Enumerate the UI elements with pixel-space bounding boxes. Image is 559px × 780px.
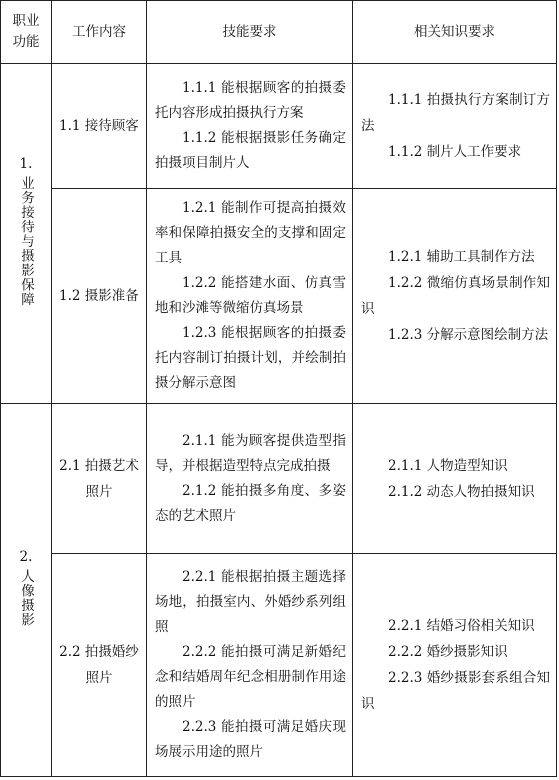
header-content: 工作内容 [52, 1, 147, 64]
knowledge-item: 1.2.2 微缩仿真场景制作知识 [361, 275, 550, 317]
knowledge-item: 1.1.2 制片人工作要求 [388, 144, 522, 160]
skill-item: 1.2.1 能制作可提高拍摄效率和保障拍摄安全的支撑和固定工具 [155, 200, 346, 266]
skill-item: 2.2.1 能根据拍摄主题选择场地，拍摄室内、外婚纱系列组照 [155, 569, 346, 635]
function-number: 1. [19, 156, 33, 173]
function-number: 2. [19, 549, 33, 565]
knowledge-cell [353, 189, 557, 404]
skills-cell [147, 189, 353, 404]
skills-cell [147, 554, 353, 777]
table-row [1, 189, 557, 404]
skills-cell [147, 64, 353, 189]
content-cell: 1.2 摄影准备 [52, 189, 147, 404]
content-cell: 2.1 拍摄艺术照片 [52, 404, 147, 554]
knowledge-cell [353, 404, 557, 554]
knowledge-item: 2.1.2 动态人物拍摄知识 [388, 483, 535, 500]
skill-item: 2.1.1 能为顾客提供造型指导，并根据造型特点完成拍摄 [155, 432, 346, 474]
table-row [1, 554, 557, 777]
content-cell: 2.2 拍摄婚纱照片 [52, 554, 147, 777]
function-cell-2 [1, 404, 52, 777]
knowledge-cell [353, 554, 557, 777]
function-name: 人像摄影 [18, 569, 34, 627]
table-row [1, 404, 557, 554]
header-knowledge: 相关知识要求 [353, 1, 557, 64]
skills-cell [147, 404, 353, 554]
knowledge-item: 1.2.1 辅助工具制作方法 [388, 249, 535, 265]
knowledge-cell [353, 64, 557, 189]
knowledge-item: 2.2.1 结婚习俗相关知识 [388, 618, 535, 634]
knowledge-item: 2.1.1 人物造型知识 [388, 457, 508, 474]
skill-item: 1.2.2 能搭建水面、仿真雪地和沙滩等微缩仿真场景 [155, 275, 346, 316]
skill-item: 2.1.2 能拍摄多角度、多姿态的艺术照片 [155, 482, 346, 524]
content-cell: 1.1 接待顾客 [52, 64, 147, 189]
knowledge-item: 1.1.1 拍摄执行方案制订方法 [361, 92, 550, 134]
knowledge-item: 1.2.3 分解示意图绘制方法 [388, 327, 549, 343]
header-skills: 技能要求 [147, 1, 353, 64]
function-name: 业务接待与摄影保障 [18, 176, 34, 307]
function-cell-1 [1, 64, 52, 404]
skill-item: 2.2.2 能拍摄可满足新婚纪念和结婚周年纪念相册制作用途的照片 [155, 644, 346, 710]
skill-item: 1.1.2 能根据摄影任务确定拍摄项目制片人 [155, 130, 346, 171]
header-function: 职业 功能 [1, 1, 52, 64]
knowledge-item: 2.2.2 婚纱摄影知识 [388, 644, 508, 660]
skill-item: 1.1.1 能根据顾客的拍摄委托内容形成拍摄执行方案 [155, 80, 346, 121]
knowledge-item: 2.2.3 婚纱摄影套系组合知识 [361, 670, 550, 712]
skill-item: 1.2.3 能根据顾客的拍摄委托内容制订拍摄计划，并绘制拍摄分解示意图 [155, 325, 346, 391]
table-row [1, 64, 557, 189]
skill-item: 2.2.3 能拍摄可满足婚庆现场展示用途的照片 [155, 719, 346, 760]
table-header-row [1, 1, 557, 64]
